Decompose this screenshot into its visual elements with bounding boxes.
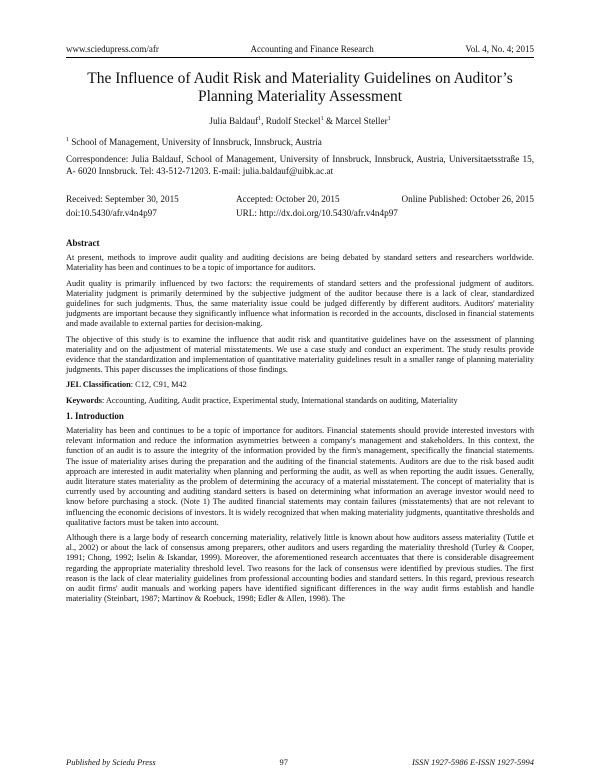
title-line-1: The Influence of Audit Risk and Materiality Guidelines on Auditor’s <box>87 70 513 87</box>
author-name: Marcel Steller <box>335 116 388 127</box>
abstract-paragraph: At present, methods to improve audit quality and auditing decisions are being debated by standard setters and researchers worldwide. Materiality has been and continues to be a topic of importance for auditors. <box>66 253 534 273</box>
page-number: 97 <box>279 757 289 767</box>
author-separator: & <box>323 116 336 127</box>
author-separator: , <box>261 116 266 127</box>
author-affil-sup: 1 <box>320 116 324 122</box>
title-line-2: Planning Materiality Assessment <box>197 88 403 105</box>
publication-info <box>66 192 534 220</box>
journal-website[interactable]: www.sciedupress.com/afr <box>66 44 159 54</box>
article-body <box>66 238 534 610</box>
affiliation <box>66 137 534 147</box>
author-list <box>66 116 534 126</box>
affiliation-sup: 1 <box>66 137 69 143</box>
author-affil-sup: 1 <box>387 116 391 122</box>
abstract-heading: Abstract <box>66 238 100 248</box>
introduction-paragraph: Although there is a large body of research concerning materiality, relatively little is known about how auditors assess materiality (Tuttle et al., 2002) or about the lack of consensus among preparers, other auditors and users regarding the materiality threshold (Turley & Cooper, 1991; Chong, 1992; Iselin & Iskandar, 1999). Moreover, the aforementioned research accentuates that there is considerable disagreement regarding the appropriate materiality threshold level. Two reasons for the lack of consensus were identified by previous studies. The first reason is the lack of clear materiality guidelines from professional accounting bodies and standard setters. In this regard, previous research on audit firms' audit manuals and working papers have identified significant differences in the way audit firms establish and handle materiality (Steinbart, 1987; Martinov & Roebuck, 1998; Edler & Allen, 1998). The <box>66 533 534 604</box>
article-title <box>66 70 534 106</box>
header-rule <box>66 57 534 58</box>
keywords <box>66 396 534 406</box>
introduction-heading: 1. Introduction <box>66 410 124 421</box>
correspondence-label: Correspondence: <box>66 154 129 164</box>
published-date: Online Published: October 26, 2015 <box>401 194 534 204</box>
author-affil-sup: 1 <box>258 116 262 122</box>
jel-codes: : C12, C91, M42 <box>130 380 187 390</box>
keywords-label: Keywords <box>66 395 102 405</box>
abstract-paragraph: The objective of this study is to examine the influence that audit risk and quantitative guidelines have on the assessment of planning materiality and on the adjustment of material misstatements. We use a case study and conduct an experiment. The study results provide evidence that the standardization and implementation of quantitative materiality guidelines result in a smaller range of planning materiality judgments. This paper discusses the implications of those findings. <box>66 334 534 375</box>
introduction-paragraph: Materiality has been and continues to be a topic of importance for auditors. Financial statements should provide interested investors with relevant information and reduce the information asymmetries between a company's management and stakeholders. In this context, the function of an audit is to assure the integrity of the information provided by the firm's management, specifically the financial statements. The issue of materiality arises during the preparation and the auditing of the financial statements. Auditors are due to the risk based audit approach are interested in audit materiality when planning and performing the audit, as well as when reporting the audit issues. Generally, audit literature states materiality as the problem of determining the accuracy of a material misstatement. The concept of materiality that is currently used by accounting and auditing standard setters is based on determining what information an average investor would need to know before purchasing a stock. (Note 1) The audited financial statements may contain failures (misstatements) that are not relevant to influencing the economic decisions of investors. It is widely recognized that when making materiality judgments, quantitative thresholds and qualitative factors must be taken into account. <box>66 426 534 527</box>
correspondence <box>66 154 534 177</box>
author-name: Julia Baldauf <box>209 116 259 127</box>
accepted-date: Accepted: October 20, 2015 <box>236 194 340 204</box>
jel-classification <box>66 380 534 390</box>
abstract-paragraph: Audit quality is primarily influenced by two factors: the requirements of standard setters and the professional judgment of auditors. Materiality judgment is primarily determined by the subjective judgment of the auditor because there is a lack of clear, standardized guidelines for such judgments. Thus, the same materiality issue could be judged differently by different auditors. Auditors' materiality judgments are important because they significantly influence what information is recorded in the accounts, disclosed in financial statements and made available to external parties for decision-making. <box>66 278 534 329</box>
keywords-list: : Accounting, Auditing, Audit practice, Experimental study, International standards on auditing, Materiality <box>101 395 458 405</box>
running-header <box>66 44 534 54</box>
correspondence-text: Julia Baldauf, School of Management, University of Innsbruck, Innsbruck, Austria, Universitaetsstraße 15, A- 6020 Innsbruck. Tel: 43-512-71203. E-mail: julia.baldauf@uibk.ac.at <box>66 154 534 176</box>
received-date: Received: September 30, 2015 <box>66 194 179 204</box>
journal-name: Accounting and Finance Research <box>250 44 374 54</box>
doi[interactable]: doi:10.5430/afr.v4n4p97 <box>66 208 157 218</box>
volume-info: Vol. 4, No. 4; 2015 <box>465 44 534 54</box>
article-url[interactable]: URL: http://dx.doi.org/10.5430/afr.v4n4p97 <box>236 208 398 218</box>
publisher: Published by Sciedu Press <box>66 757 156 767</box>
page-footer <box>66 757 534 767</box>
author-name: Rudolf Steckel <box>265 116 321 127</box>
affiliation-text: School of Management, University of Innsbruck, Innsbruck, Austria <box>69 137 322 148</box>
jel-label: JEL Classification <box>66 380 131 390</box>
issn: ISSN 1927-5986 E-ISSN 1927-5994 <box>411 757 534 767</box>
